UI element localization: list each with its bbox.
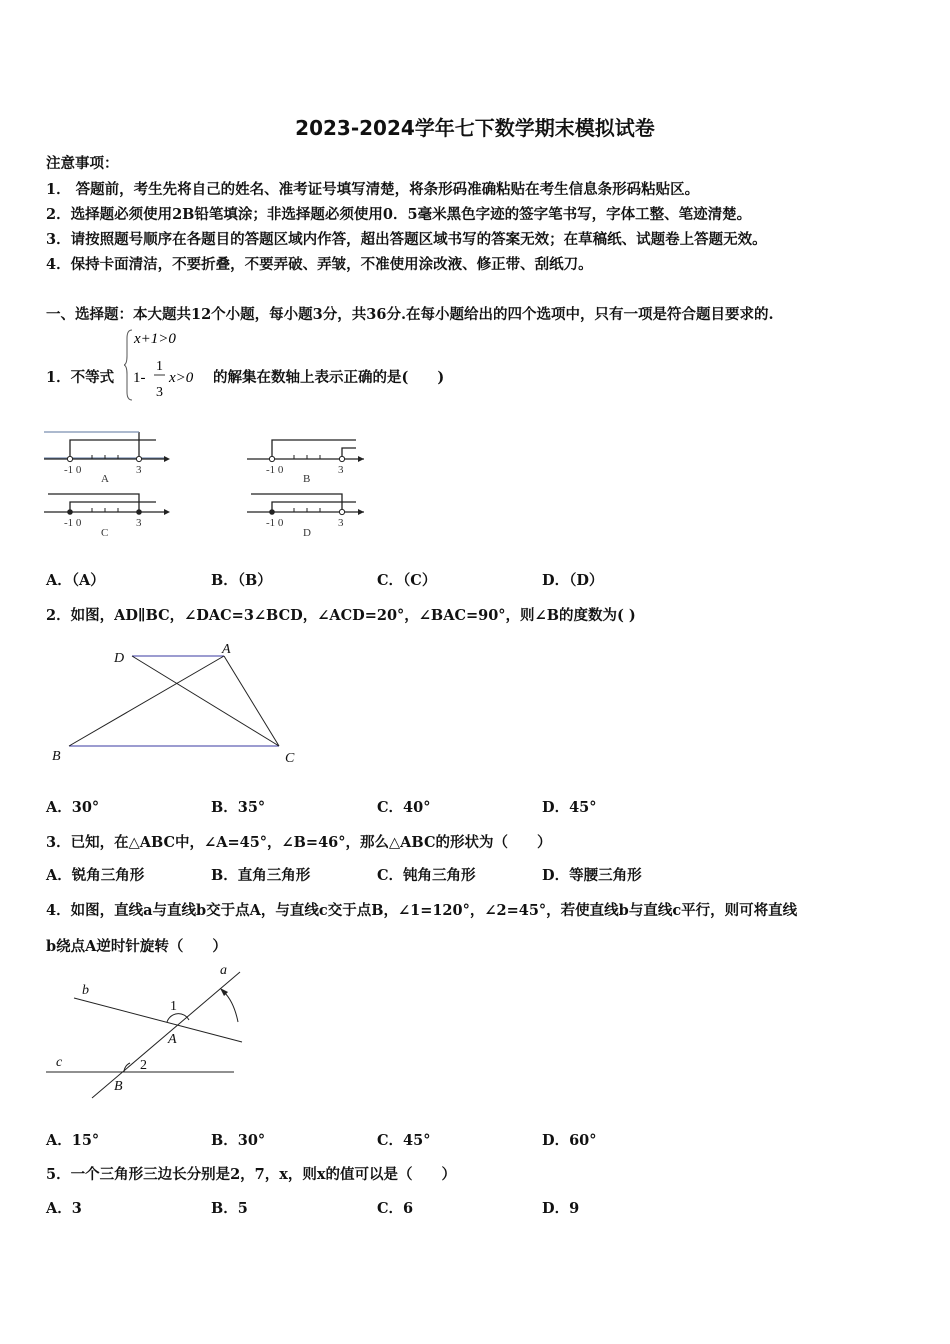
q4-option-b[interactable]: B．30° [211, 1132, 266, 1149]
q3-option-a[interactable]: A．锐角三角形 [46, 867, 145, 884]
q1-eq1: x+1>0 [134, 331, 176, 347]
tick-label: 3 [338, 464, 344, 476]
q4-option-d[interactable]: D．60° [542, 1132, 597, 1149]
note-item: 3．请按照题号顺序在各题目的答题区域内作答，超出答题区域书写的答案无效；在草稿纸、试题卷上答题无效。 [46, 231, 767, 248]
q1-option-c[interactable]: C．（C） [377, 572, 437, 589]
q5-option-a[interactable]: A．3 [46, 1200, 82, 1217]
tick-label: 3 [338, 517, 344, 529]
q4-option-c[interactable]: C．45° [377, 1132, 431, 1149]
angle-label: 1 [170, 999, 177, 1014]
q3-option-b[interactable]: B．直角三角形 [211, 867, 311, 884]
option-label: A [101, 473, 109, 485]
q4-option-a[interactable]: A．15° [46, 1132, 100, 1149]
q4-text-line2: b绕点A逆时针旋转（ ） [46, 938, 227, 955]
q2-figure [44, 636, 304, 772]
page-title: 2023-2024学年七下数学期末模拟试卷 [295, 116, 655, 140]
q1-equation-system [124, 326, 214, 404]
tick-label: -1 0 [266, 464, 284, 476]
q2-text: 2．如图，AD∥BC，∠DAC=3∠BCD，∠ACD=20°，∠BAC=90°，则∠B的度数为( ) [46, 607, 636, 624]
q5-option-b[interactable]: B．5 [211, 1200, 248, 1217]
q2-option-c[interactable]: C．40° [377, 799, 431, 816]
angle-label: 2 [140, 1058, 147, 1073]
point-label: D [114, 651, 125, 666]
q3-text: 3．已知，在△ABC中，∠A=45°，∠B=46°，那么△ABC的形状为（ ） [46, 834, 552, 851]
q1-number-line-figure [44, 428, 364, 540]
q2-option-a[interactable]: A．30° [46, 799, 100, 816]
q5-option-d[interactable]: D．9 [542, 1200, 580, 1217]
point-label: C [285, 751, 295, 766]
q1-eq2-a: 1- [133, 370, 146, 386]
q5-text: 5．一个三角形三边长分别是2，7，x，则x的值可以是（ ） [46, 1166, 457, 1183]
option-label: B [303, 473, 311, 485]
q1-option-b[interactable]: B．（B） [211, 572, 272, 589]
point-label: A [222, 642, 231, 657]
q2-option-d[interactable]: D．45° [542, 799, 597, 816]
q4-text-line1: 4．如图，直线a与直线b交于点A，与直线c交于点B，∠1=120°，∠2=45°，若使直线b与直线c平行，则可将直线 [46, 902, 798, 919]
note-item: 4．保持卡面清洁，不要折叠，不要弄破、弄皱，不准使用涂改液、修正带、刮纸刀。 [46, 256, 593, 273]
note-item: 2．选择题必须使用2B铅笔填涂；非选择题必须使用0．5毫米黑色字迹的签字笔书写，字体工整、笔迹清楚。 [46, 206, 752, 223]
option-label: D [303, 527, 311, 539]
note-item: 1． 答题前，考生先将自己的姓名、准考证号填写清楚，将条形码准确粘贴在考生信息条形码粘贴区。 [46, 181, 700, 198]
line-label: b [82, 983, 89, 998]
q2-option-b[interactable]: B．35° [211, 799, 266, 816]
point-label: B [114, 1079, 123, 1094]
tick-label: -1 0 [64, 517, 82, 529]
q1-suffix: 的解集在数轴上表示正确的是( ) [213, 369, 445, 386]
q1-option-a[interactable]: A．（A） [46, 572, 105, 589]
q1-option-d[interactable]: D．（D） [542, 572, 604, 589]
q1-eq2-b: x>0 [169, 370, 194, 386]
point-label: A [168, 1032, 177, 1047]
q5-option-c[interactable]: C．6 [377, 1200, 414, 1217]
notes-heading: 注意事项： [46, 155, 119, 172]
tick-label: -1 0 [266, 517, 284, 529]
tick-label: 3 [136, 464, 142, 476]
q3-option-c[interactable]: C．钝角三角形 [377, 867, 476, 884]
tick-label: 3 [136, 517, 142, 529]
q4-figure [44, 962, 248, 1102]
section-heading: 一、选择题：本大题共12个小题，每小题3分，共36分.在每小题给出的四个选项中，只有一项是符合题目要求的. [46, 306, 774, 323]
point-label: B [52, 749, 61, 764]
q1-eq2-den: 3 [156, 385, 163, 400]
q1-eq2-num: 1 [156, 359, 163, 374]
q3-option-d[interactable]: D．等腰三角形 [542, 867, 642, 884]
tick-label: -1 0 [64, 464, 82, 476]
line-label: c [56, 1055, 63, 1070]
option-label: C [101, 527, 109, 539]
line-label: a [220, 963, 227, 978]
q1-prefix: 1．不等式 [46, 369, 115, 386]
